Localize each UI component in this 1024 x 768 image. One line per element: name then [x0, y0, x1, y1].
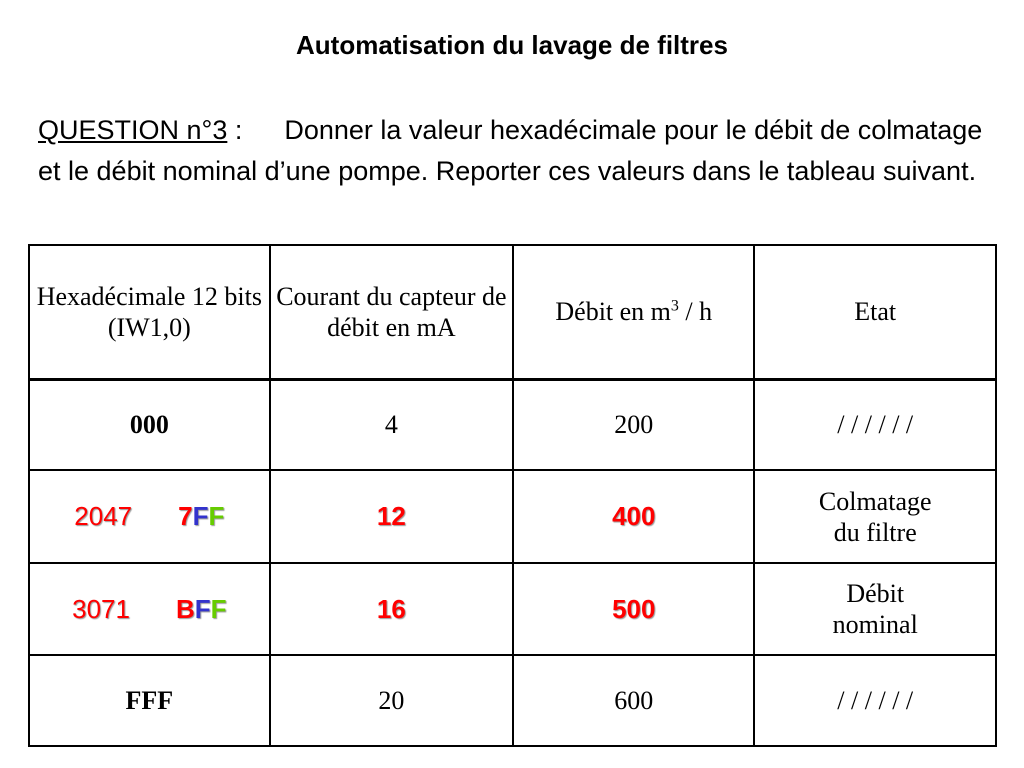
table-header-row [29, 245, 996, 379]
decimal-value: 2047 [74, 501, 133, 531]
cell-current: 4 [270, 379, 513, 470]
cell-state: / / / / / / [754, 655, 996, 746]
header-hex: Hexadécimale 12 bits (IW1,0) [29, 245, 270, 379]
header-current: Courant du capteur de débit en mA [270, 245, 513, 379]
cell-hex: 000 [29, 379, 270, 470]
question-block [38, 110, 988, 192]
cell-current: 20 [270, 655, 513, 746]
cell-current: 16 [270, 563, 513, 655]
cell-state: / / / / / / [754, 379, 996, 470]
cell-current: 12 [270, 470, 513, 563]
cell-hex [29, 470, 270, 563]
question-label: QUESTION n°3 [38, 115, 228, 145]
table-row [29, 563, 996, 655]
decimal-value: 3071 [72, 593, 130, 624]
cell-hex: FFF [29, 655, 270, 746]
header-state: Etat [754, 245, 996, 379]
cell-hex [29, 563, 270, 655]
values-table [28, 244, 997, 747]
question-text: Donner la valeur hexadécimale pour le débit de colmatage et le débit nominal d’une pompe. Reporter ces valeurs dans le tableau suivant. [38, 115, 983, 186]
hex-digit: 7 [178, 501, 193, 531]
cell-flow: 600 [513, 655, 754, 746]
table-row [29, 655, 996, 746]
table-row [29, 470, 996, 563]
cell-flow: 200 [513, 379, 754, 470]
hex-digit: F [208, 501, 225, 531]
cell-flow: 400 [513, 470, 754, 563]
cell-state: Colmatage du filtre [754, 470, 996, 563]
cell-flow: 500 [513, 563, 754, 655]
cell-state: Débit nominal [754, 563, 996, 655]
question-colon: : [227, 115, 243, 145]
hex-digit: F [194, 593, 211, 624]
slide-title: Automatisation du lavage de filtres [296, 30, 728, 60]
hex-digit: F [192, 501, 209, 531]
header-flow: Débit en $m^3$ / h [513, 245, 754, 379]
table-row [29, 379, 996, 470]
hex-digit: B [175, 593, 195, 624]
hex-digit: F [210, 593, 227, 624]
